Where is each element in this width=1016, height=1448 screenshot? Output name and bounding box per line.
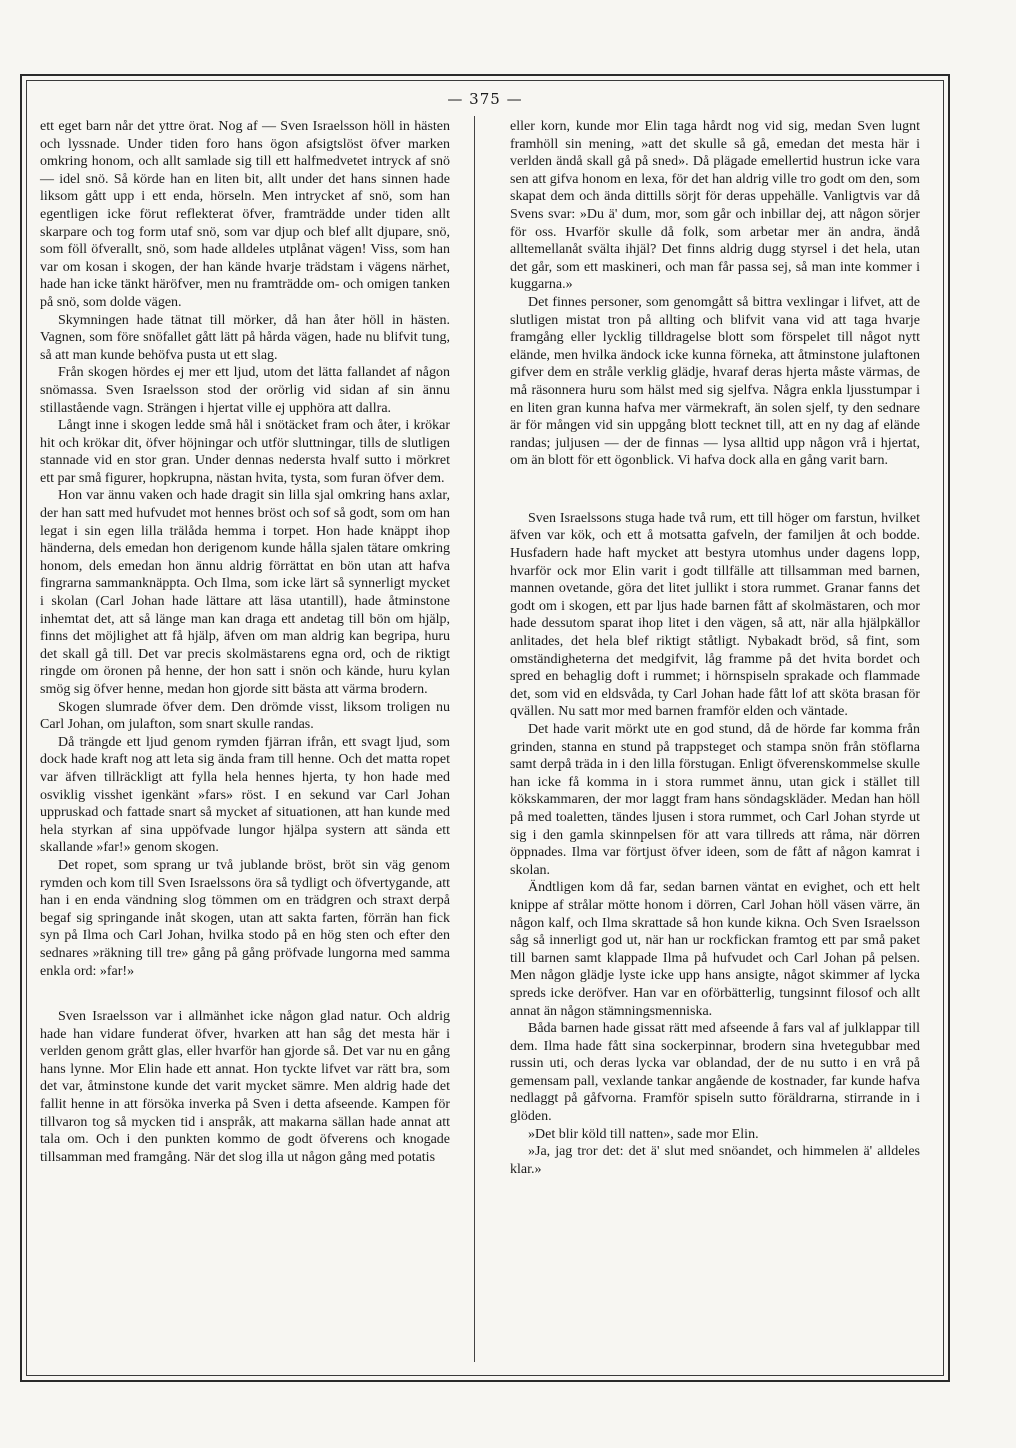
paragraph: Skogen slumrade öfver dem. Den drömde visst, liksom troligen nu Carl Johan, om julafton, som snart skulle randas. — [40, 699, 450, 733]
page-number: — 375 — — [447, 90, 523, 108]
paragraph: ett eget barn når det yttre örat. Nog af — Sven Israelsson höll in hästen och lyssnade. Under tiden foro hans ögon afsigtslöst öfver marken omkring honom, och allt samlade sig till ett halfmedvetet intryck af snö — idel snö. Så körde han en liten bit, allt under det hans sinnen hade liksom gått upp i ett enda, hörseln. Men intrycket af snö, som han egentligen icke förut reflekterat öfver, framträdde under tiden allt skarpare och tog form utaf snö, som var djup och blef allt djupare, snö, som föll öfverallt, snö, som hade alldeles utplånat vägen! Viss, som han var om kosan i skogen, der han kände hvarje trädstam i vägens närhet, hade han icke tänkt häröfver, men nu framträdde om- och omigen tanken på snö, som dolde vägen. — [40, 119, 450, 310]
paragraph: Skymningen hade tätnat till mörker, då han åter höll in hästen. Vagnen, som före snöfallet gått lätt på hårda vägen, hade nu blifvit tung, så att man kunde behöfva pusta ut ett slag. — [40, 312, 450, 363]
paragraph: Ändtligen kom då far, sedan barnen väntat en evighet, och ett helt knippe af strålar mötte honom i dörren, Carl Johan höll väsen värre, än någon kalf, och Ilma skrattade så hon kunde kikna. Och Sven Israelsson såg så innerligt god ut, när han ur rockfickan framtog ett par små paket till barnen samt klappade Ilma på hufvudet och Carl Johan på pelsen. Men någon glädje lyste icke upp hans ansigte, något skimmer af lycka spreds icke deröfver. Han var en oförbätterlig, tungsinnt filosof och allt annat än någon stämningsmenniska. — [510, 880, 920, 1019]
left-column — [40, 118, 450, 1166]
paragraph: Från skogen hördes ej mer ett ljud, utom det lätta fallandet af någon snömassa. Sven Israelsson stod der orörlig vid sidan af sin ännu stillastående vagn. Strängen i hjertat ville ej upphöra att dallra. — [40, 365, 450, 416]
paragraph: Det finnes personer, som genomgått så bittra vexlingar i lifvet, att de slutligen mistat tron på allting och blifvit vana vid att taga hvarje framgång eller lycklig tilldragelse blott som förspelet till något nytt elände, men hvilka ändock icke kunna förneka, att åtminstone julaftonen gifver dem en stråle verklig glädje, hvaraf deras hjerta måste värmas, de må räsonnera huru som hälst med sig sjelfva. Några enkla ljusstumpar i en liten gran kunna hafva mer värmekraft, än solen sjelf, ty den sednare är för mången vid sin uppgång blott tecknet till, att en ny dag af elände randas; juljusen — der de finnas — lysa alltid upp någon vrå i hjertat, om än blott för ett ögonblick. Vi hafva dock alla en gång varit barn. — [510, 294, 920, 469]
section-break — [510, 470, 920, 510]
column-divider — [474, 116, 475, 1362]
right-column — [510, 118, 920, 1178]
paragraph: Långt inne i skogen ledde små hål i snötäcket fram och åter, i krökar hit och krökar dit, öfver höjningar och utför sluttningar, tills de slutligen stannade vid en stor gran. Under dennas nedersta hvalf sutto i mörkret ett par små figurer, hopkrupna, nästan hvita, tysta, som furan öfver dem. — [40, 418, 450, 486]
paragraph: Det hade varit mörkt ute en god stund, då de hörde far komma från grinden, stanna en stund på trappsteget och stampa snön från stöflarna samt derpå träda in i den lilla förstugan. Enligt öfverenskommelse skulle han icke få komma in i stora rummet ännu, utan gick i stället till kökskammaren, der mor laggt fram hans söndagskläder. Medan han höll på med toaletten, tändes ljusen i stora rummet, och Carl Johan styrde ut sig i den gamla skinnpelsen för att vara tillreds att råma, när dörren öppnades. Ilma var förtjust öfver ideen, som de fått af någon kamrat i skolan. — [510, 722, 920, 878]
paragraph: eller korn, kunde mor Elin taga hårdt nog vid sig, medan Sven lugnt framhöll sin mening, »att det skulle så gå, emedan det mesta här i verlden ändå skall gå på sned». Då plägade emellertid hustrun icke vara sen att gifva honom en lexa, för det han aldrig ville tro godt om den, som skapat dem och ända dittills sörjt för deras uppehälle. Vanligtvis var då Svens svar: »Du ä' dum, mor, som går och inbillar dej, att någon sörjer för oss. Hvarför skulle då folk, som arbetar mer än andra, ändå alltemellanåt svälta ihjäl? Det finns aldrig dugg styrsel i det hela, utan det går, som ett maskineri, och man får passa sej, så man inte kommer i kuggarna.» — [510, 119, 920, 293]
paragraph: »Ja, jag tror det: det ä' slut med snöandet, och himmelen ä' alldeles klar.» — [510, 1144, 920, 1177]
paragraph: Det ropet, som sprang ur två jublande bröst, bröt sin väg genom rymden och kom till Sven Israelssons öra så tydligt och öfvertygande, att han i en enda vändning slog tömmen om en trädgren och straxt derpå begaf sig springande inåt skogen, utan att sakta farten, förrän han fick syn på Ilma och Carl Johan, hvilka stodo på en hög sten och efter den sednares »räkning till tre» gång på gång pröfvade lungorna med samma enkla ord: »far!» — [40, 857, 450, 979]
paragraph: Hon var ännu vaken och hade dragit sin lilla sjal omkring hans axlar, der han satt med hufvudet mot hennes bröst och sof så godt, som om han legat i sin egen lilla trälåda hemma i torpet. Hon hade knäppt ihop händerna, dels emedan hon derigenom kunde hålla sjalen tätare omkring honom, dels emedan hon ännu aldrig förrättat en bön utan att hafva fingrarna sammanknäppta. Och Ilma, som icke lärt så synnerligt mycket i skolan (Carl Johan hade lättare att läsa utantill), hade åtminstone inhemtat det, att så länge man kan draga ett andetag till bön om hjälp, finns det möjlighet att få hjälp, äfven om man aldrig kan begripa, huru det skall gå till. Det var precis skolmästarens egna ord, och de riktigt ringde om öronen på henne, der hon satt i snön och kände, huru kylan smög sig öfver henne, medan hon gjorde sitt bästa att värma brodern. — [40, 488, 450, 697]
paragraph: Sven Israelssons stuga hade två rum, ett till höger om farstun, hvilket äfven var kök, och ett å motsatta gafveln, der familjen åt och bodde. Husfadern hade haft mycket att bestyra utomhus under dagens lopp, hvarför ock mor Elin varit i godt tillfälle att tillsamman med barnen, mannen ovetande, göra det litet jullikt i stora rummet. Granar fanns det godt om i skogen, ett par ljus hade barnen fått af skolmästaren, och mor hade dessutom sparat ihop litet i den vägen, så att, när alla hjälpkällor anlitades, det hela blef riktigt ståtligt. Nybakadt bröd, så fint, som omständigheterna det medgifvit, låg framme på det hvita bordet och spred en behaglig doft i rummet; i hörnspiseln sprakade och flammade det, som vid en eldsvåda, ty Carl Johan hade fått lof att sköta brasan för qvällen. Nu satt mor med barnen framför elden och väntade. — [510, 510, 920, 720]
paragraph: »Det blir köld till natten», sade mor Elin. — [528, 1126, 759, 1142]
paragraph: Sven Israelsson var i allmänhet icke någon glad natur. Och aldrig hade han vidare funderat öfver, hvarken att han såg det mesta här i verlden genom grått glas, eller hvarför han gjorde så. Det var nu en gång hans lynne. Mor Elin hade ett annat. Hon tyckte lifvet var rätt bra, som det var, åtminstone kunde det varit mycket sämre. Men aldrig hade det fallit henne in att försöka inverka på Sven i detta afseende. Kampen för tillvaron tog så mycken tid i anspråk, att makarna sällan hade annat att tala om. Och i den punkten kommo de godt öfverens och knogade tillsamman med framgång. När det slog illa ut någon gång med potatis — [40, 1009, 450, 1165]
paragraph: Båda barnen hade gissat rätt med afseende å fars val af julklappar till dem. Ilma hade fått sina sockerpinnar, brodern sina hvetegubbar med russin uti, och deras lycka var oblandad, der de nu sutto i en vrå på gemensam pall, vexlande tankar angående de kostnader, far kunde hafva nedlaggt på gåfvorna. Framför spiseln sutto föräldrarna, stirrande in i glöden. — [510, 1021, 920, 1125]
paragraph: Då trängde ett ljud genom rymden fjärran ifrån, ett svagt ljud, som dock hade kraft nog att leta sig ända fram till henne. Och det matta ropet var äfven tillräckligt att fylla hela hennes hjerta, ty hon hade med osviklig visshet igenkänt »fars» röst. I en sekund var Carl Johan uppruskad och fattade snart så mycket af situationen, att han kunde med hela styrkan af sina uppöfvade lungor hjälpa systern att sända ett skallande »far!» genom skogen. — [40, 734, 450, 856]
section-break — [40, 980, 450, 1008]
